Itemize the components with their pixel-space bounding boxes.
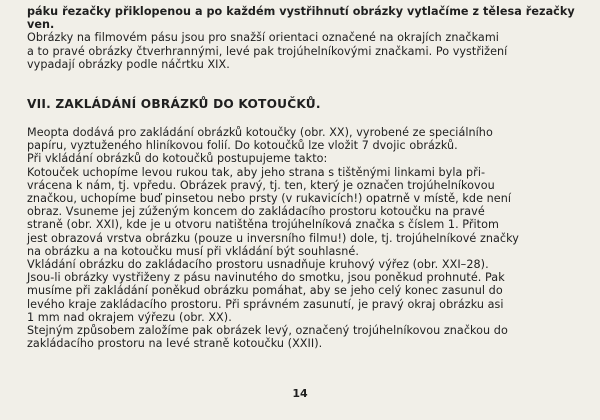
text-line: Jsou-li obrázky vystřiženy z pásu navinutého do smotku, jsou poněkud prohnuté. Pak xyxy=(27,271,505,285)
text-line: vypadají obrázky podle náčrtku XIX. xyxy=(27,57,230,71)
text-line: Vkládání obrázku do zakládacího prostoru usnadňuje kruhový výřez (obr. XXI–28). xyxy=(27,258,489,272)
text-line: Meopta dodává pro zakládání obrázků kotoučky (obr. XX), vyrobené ze speciálního xyxy=(27,126,493,140)
text-line: vrácena k nám, tj. vpředu. Obrázek pravý, tj. ten, který je označen trojúhelníkovou xyxy=(27,178,495,192)
text-line: musíme při zakládání poněkud obrázku pomáhat, aby se jeho celý konec zasunul do xyxy=(27,284,503,298)
text-line: páku řezačky přiklopenou a po každém vystřihnutí obrázky vytlačíme z tělesa řezačky xyxy=(27,5,575,18)
text-line: a to pravé obrázky čtverhrannými, levé pak trojúhelníkovými značkami. Po vystřižení xyxy=(27,44,508,58)
section-heading: VII. ZAKLÁDÁNÍ OBRÁZKŮ DO KOTOUČKŮ. xyxy=(27,97,321,112)
text-line: Obrázky na filmovém pásu jsou pro snažší orientaci označené na okrajích značkami xyxy=(27,31,499,45)
text-line: Stejným způsobem založíme pak obrázek levý, označený trojúhelníkovou značkou do xyxy=(27,324,508,338)
text-line: zakládacího prostoru na levé straně kotoučku (XXII). xyxy=(27,337,323,351)
text-line: levého kraje zakládacího prostoru. Při správném zasunutí, je pravý okraj obrázku asi xyxy=(27,297,504,311)
text-line: značkou, uchopíme buď pinsetou nebo prsty (v rukavicích!) opatrně v místě, kde není xyxy=(27,192,511,206)
text-line: straně (obr. XXI), kde je u otvoru natištěna trojúhelníková značka s číslem 1. Přitom xyxy=(27,218,499,232)
text-line: 1 mm nad okrajem výřezu (obr. XX). xyxy=(27,310,232,324)
text-line: obraz. Vsuneme jej zúženým koncem do zakládacího prostoru kotoučku na pravé xyxy=(27,205,485,219)
page-number: 14 xyxy=(292,387,308,400)
intro-paragraph xyxy=(27,5,580,71)
text-line: ven. xyxy=(27,18,55,32)
text-line: Při vkládání obrázků do kotoučků postupujeme takto: xyxy=(27,152,328,166)
text-line: Kotouček uchopíme levou rukou tak, aby jeho strana s tištěnými linkami byla při- xyxy=(27,165,486,179)
text-line: papíru, vyztuženého hliníkovou folií. Do kotoučků lze vložit 7 dvojic obrázků. xyxy=(27,139,458,153)
text-line: na obrázku a na kotoučku musí při vkládání být souhlasné. xyxy=(27,244,359,258)
section-body xyxy=(27,126,580,350)
text-line: jest obrazová vrstva obrázku (pouze u inversního filmu!) dole, tj. trojúhelníkové značky xyxy=(27,231,519,245)
